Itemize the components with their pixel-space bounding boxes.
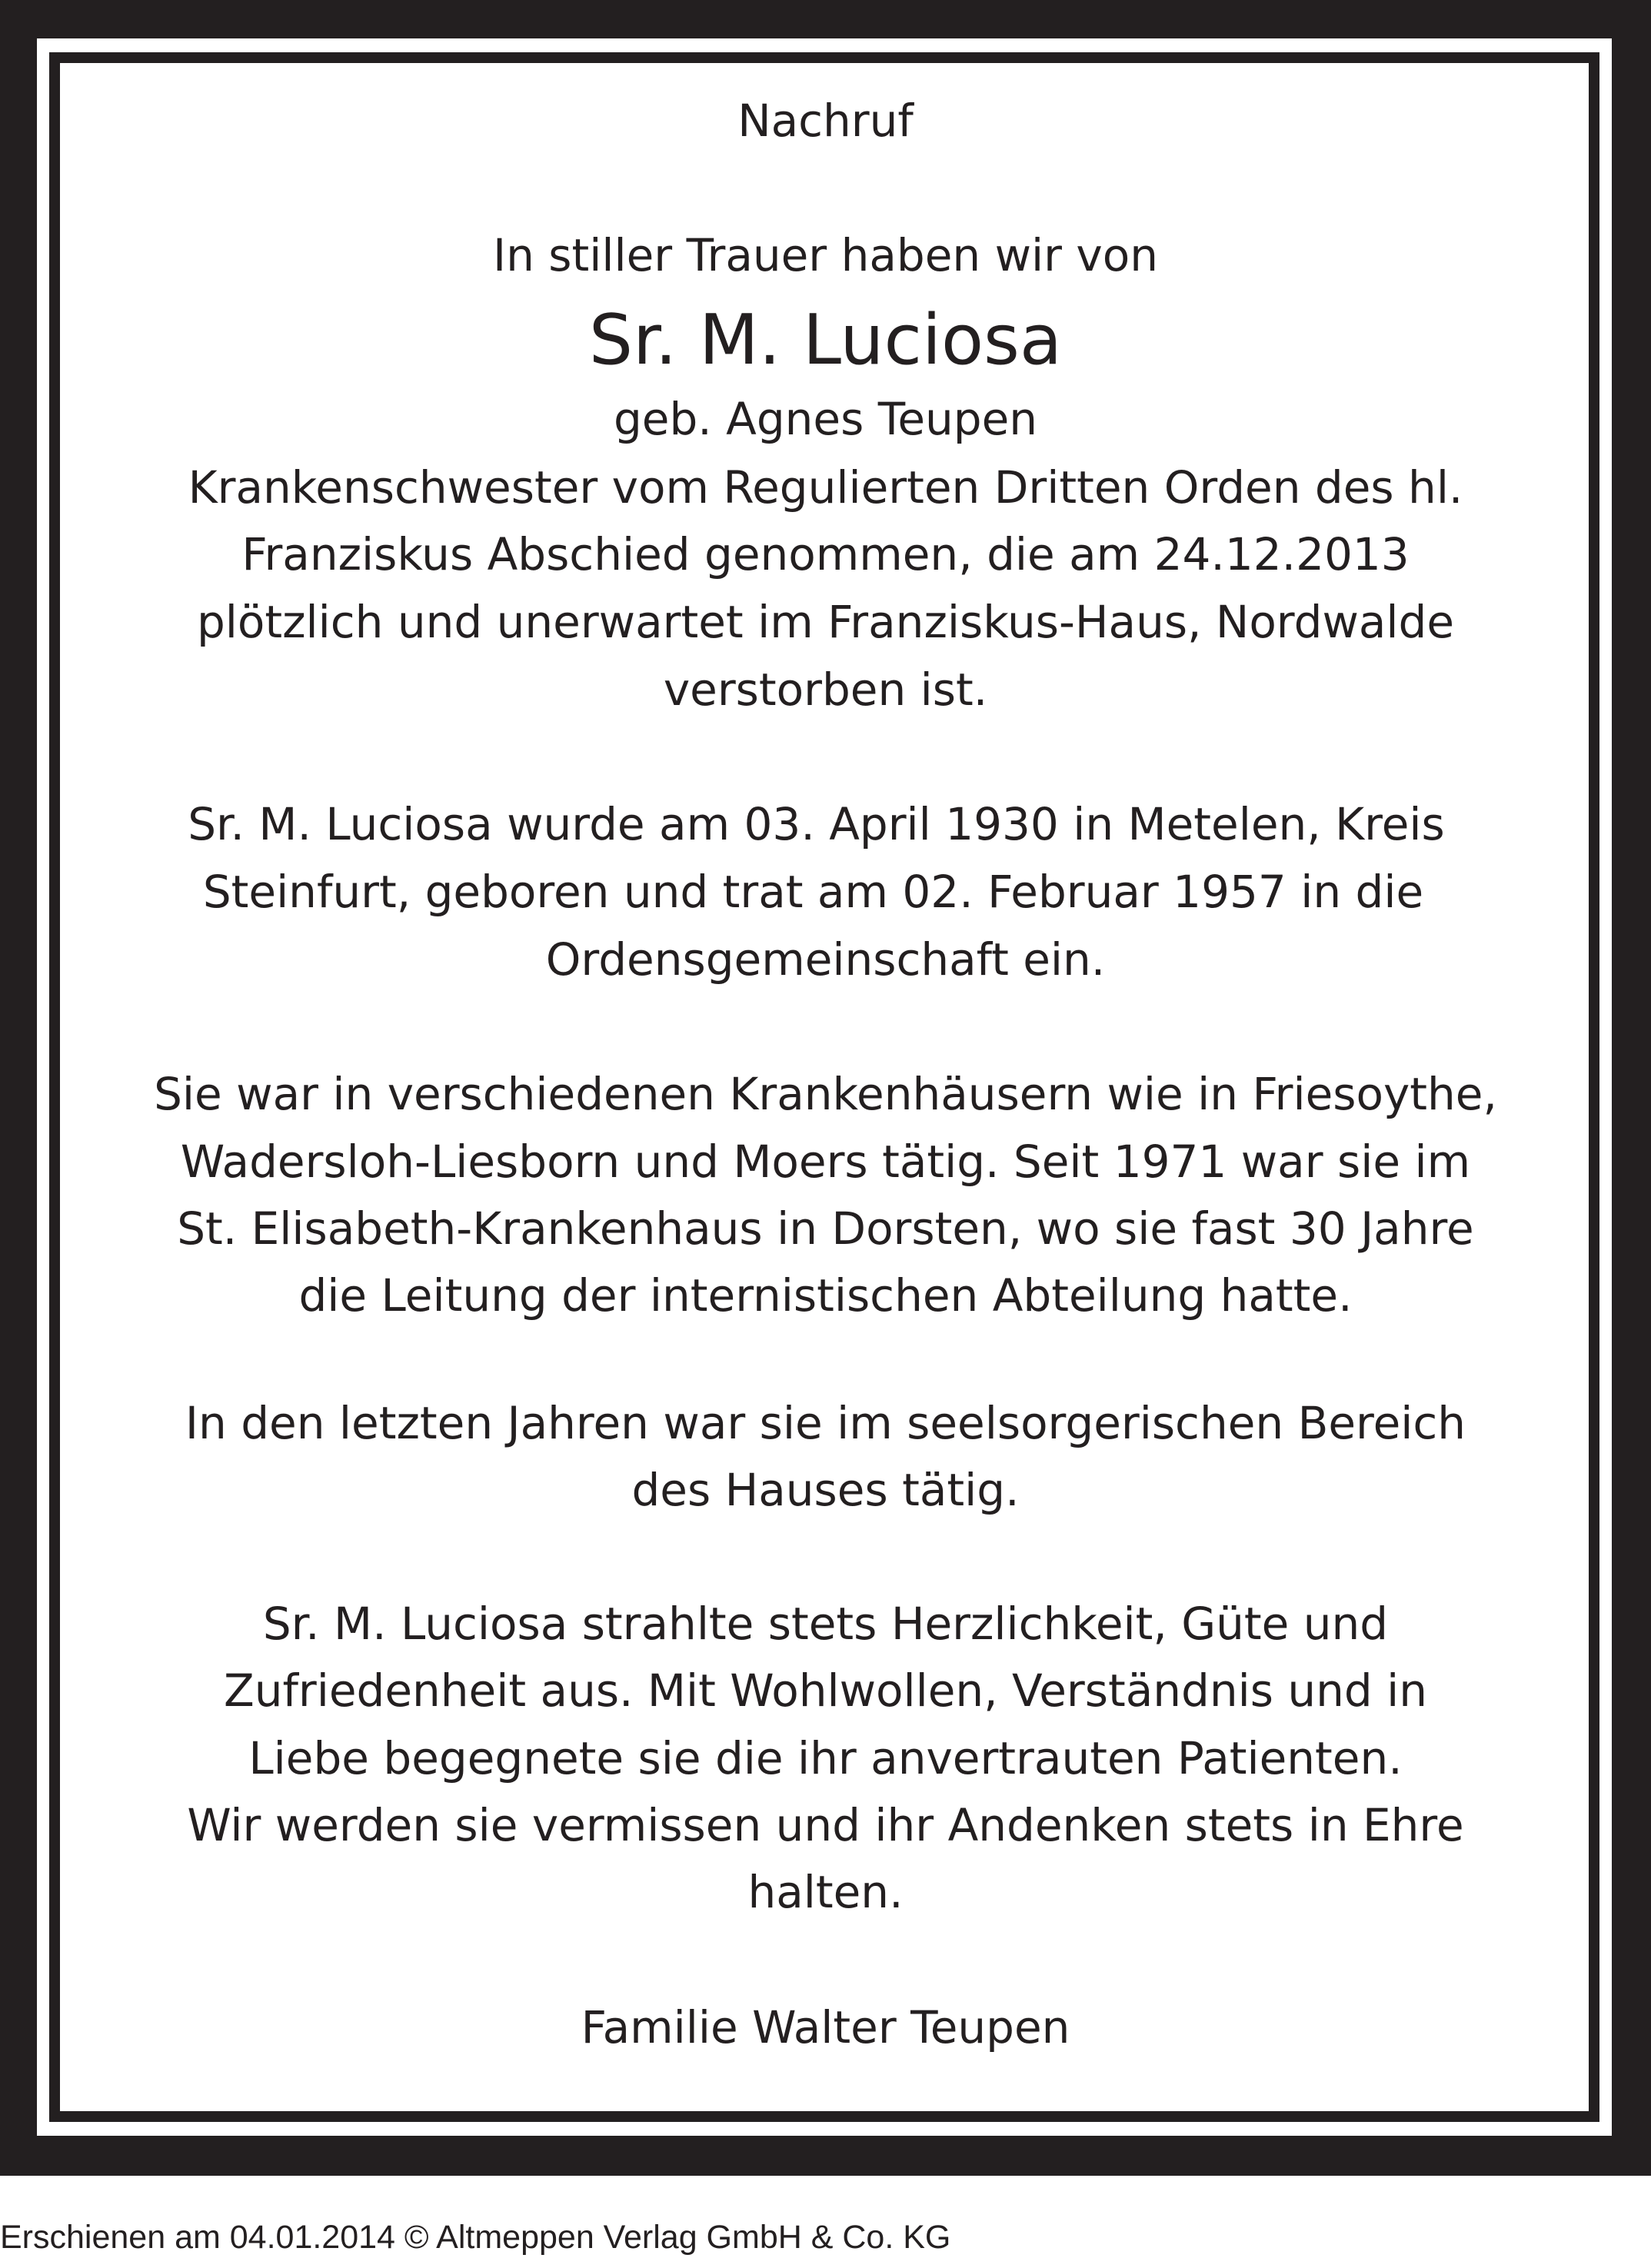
signature: Familie Walter Teupen (581, 2001, 1070, 2054)
deceased-name: Sr. M. Luciosa (588, 300, 1063, 381)
text-line: St. Elisabeth-Krankenhaus in Dorsten, wo sie fast 30 Jahre (177, 1202, 1474, 1255)
text-line: In den letzten Jahren war sie im seelsorgerischen Bereich (185, 1397, 1466, 1449)
text-line: Liebe begegnete sie die ihr anvertrauten Patienten. (248, 1732, 1403, 1784)
text-line: Sr. M. Luciosa strahlte stets Herzlichkeit, Güte und (262, 1598, 1389, 1650)
heading: Nachruf (737, 95, 914, 147)
text-line: Ordensgemeinschaft ein. (545, 933, 1106, 986)
text-line: Wadersloh-Liesborn und Moers tätig. Seit 1971 war sie im (180, 1136, 1471, 1188)
text-line: des Hauses tätig. (631, 1464, 1020, 1516)
text-line: Krankenschwester vom Regulierten Dritten Orden des hl. (188, 461, 1463, 514)
text-line: verstorben ist. (663, 663, 988, 716)
text-line: Sie war in verschiedenen Krankenhäusern wie in Friesoythe, (154, 1068, 1497, 1120)
text-line: die Leitung der internistischen Abteilung hatte. (298, 1269, 1353, 1322)
text-line: Franziskus Abschied genommen, die am 24.12.2013 (241, 528, 1410, 580)
text-line: Wir werden sie vermissen und ihr Andenken stets in Ehre (187, 1799, 1464, 1851)
text-line: Sr. M. Luciosa wurde am 03. April 1930 in Metelen, Kreis (188, 798, 1445, 850)
text-line: plötzlich und unerwartet im Franziskus-Haus, Nordwalde (196, 596, 1455, 648)
intro-line: In stiller Trauer haben wir von (493, 229, 1158, 281)
birth-name: geb. Agnes Teupen (613, 393, 1038, 445)
text-line: halten. (747, 1866, 904, 1918)
text-line: Steinfurt, geboren und trat am 02. Februar 1957 in die (202, 866, 1424, 918)
publication-footer: Erschienen am 04.01.2014 © Altmeppen Verlag GmbH & Co. KG (0, 2219, 951, 2256)
text-line: Zufriedenheit aus. Mit Wohlwollen, Verständnis und in (223, 1664, 1427, 1717)
